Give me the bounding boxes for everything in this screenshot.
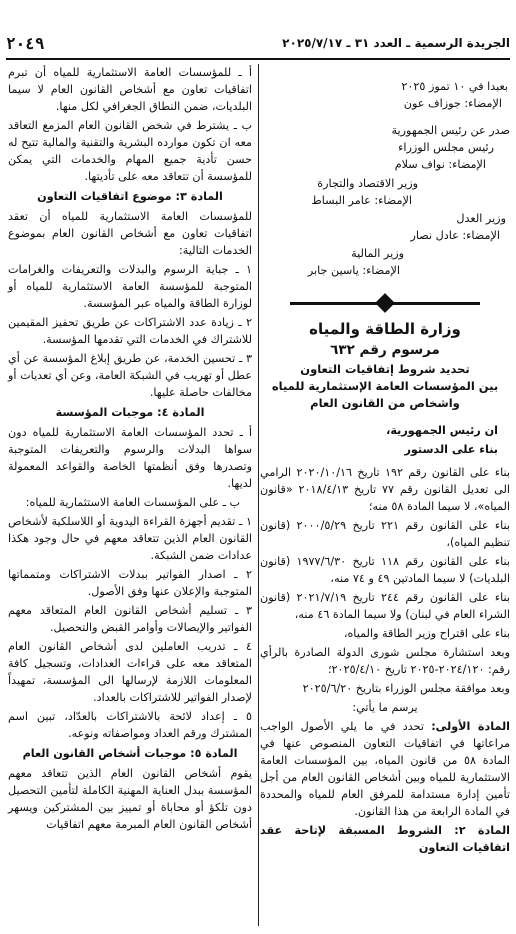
article-1-label: المادة الأولى: (431, 720, 511, 733)
service-2: ٢ ـ زيادة عدد الاشتراكات عن طريق تحفيز المقيمين للاشتراك في الخدمات التي تقدمها المؤسسة. (8, 316, 252, 346)
article-2 (260, 822, 510, 856)
finance-minister-signature: الإمضاء: ياسين جابر (307, 264, 400, 277)
ministry-title: وزارة الطاقة والمياه (309, 320, 461, 338)
finance-minister-title: وزير المالية (351, 247, 404, 260)
article-5-heading: المادة ٥: موجبات أشخاص القانون العام (22, 747, 238, 760)
article-3-heading: المادة ٣: موضوع اتفاقيات التعاون (37, 190, 223, 203)
article-2-a: أ ـ للمؤسسات العامة الاستثمارية للمياه أن تبرم اتفاقيات تعاون مع أشخاص القانون العام لا سيما البلديات، ضمن النطاق الجغرافي لكل منها. (8, 66, 252, 113)
article-4-b-2: ٢ ـ اصدار الفواتير ببدلات الاشتراكات ومتمماتها المتوجبة والإعلان عنها وفق الأصول. (8, 568, 252, 598)
page-header (6, 36, 510, 56)
right-column (260, 64, 510, 858)
recital-5: بناء على اقتراح وزير الطاقة والمياه، (343, 627, 510, 640)
recital-2: بناء على القانون رقم ٢٢١ تاريخ ٢٠٠٠/٥/٢٩ (قانون تنظيم المياه)، (260, 519, 510, 549)
recital-1: بناء على القانون رقم ١٩٢ تاريخ ٢٠٢٠/١٠/١٦ الرامي الى تعديل القانون رقم ٧٧ تاريخ ٢٠١٨/٤/١٣ «قانون المياه»، لا سيما المادة ٥٨ منه؛ (260, 466, 510, 513)
article-1 (260, 718, 510, 820)
decree-number: مرسوم رقم ٦٣٢ (330, 342, 440, 358)
article-4-b-5: ٥ ـ إعداد لائحة بالاشتراكات بالعدّاد، تبين اسم المشترك ورقم العداد ومواصفاته ونوعه. (8, 710, 252, 740)
article-4-b-3: ٣ ـ تسليم أشخاص القانون العام المتعاقد معهم الفواتير والإيصالات وأوامر القبض والتحصيل. (8, 604, 252, 634)
recital-4: بناء على القانون رقم ٢٤٤ تاريخ ٢٠٢١/٧/١٩ (قانون الشراء العام في لبنان) ولا سيما المادة ٤٦ منه، (260, 591, 510, 621)
article-4-b-1: ١ ـ تقديم أجهزة القراءة اليدوية أو اللاسلكية لأشخاص القانون العام الذين تتعاقد معهم في حال وجود هكذا عدادات ضمن الشبكة. (8, 515, 252, 562)
based-on-constitution: بناء على الدستور (404, 443, 498, 456)
left-column (8, 64, 252, 835)
recital-3: بناء على القانون رقم ١١٨ تاريخ ١٩٧٧/٦/٣٠ (قانون البلديات) لا سيما المادتين ٤٩ و ٧٤ منه، (260, 555, 510, 585)
article-4-heading: المادة ٤: موجبات المؤسسة (55, 406, 205, 419)
section-ornament (260, 293, 510, 315)
president-line: ان رئيس الجمهورية، (386, 424, 498, 437)
president-signature: الإمضاء: جوزاف عون (403, 97, 502, 110)
justice-minister-signature: الإمضاء: عادل نصار (410, 229, 500, 242)
recital-6: وبعد استشارة مجلس شورى الدولة الصادرة بالرأي رقم: ٢٠٢٤/١٢٠-٢٠٢٥ تاريخ ٢٠٢٥/٤/١٠؛ (260, 646, 510, 676)
signature-block (260, 64, 510, 289)
article-4-b: ب ـ على المؤسسات العامة الاستثمارية للمياه: (25, 496, 240, 509)
header-rule (6, 58, 510, 60)
article-2-label: المادة ٢: (454, 824, 510, 837)
page-number: ٢٠٤٩ (6, 34, 45, 53)
article-4-b-4: ٤ ـ تدريب العاملين لدى أشخاص القانون العام المتعاقد معه على قراءات العدادات، وتسجيل كافة المعلومات اللازمة لإرسالها الى المؤسسة، تمهيداً لإصدار الفواتير للاشتراكات بالعداد. (8, 640, 252, 704)
article-3-text: للمؤسسات العامة الاستثمارية للمياه أن تعقد اتفاقيات تعاون مع أشخاص القانون العام بموضوع الخدمات التالية: (8, 210, 252, 257)
column-divider (258, 64, 259, 926)
economy-minister-signature: الإمضاء: عامر البساط (311, 194, 412, 207)
justice-minister-title: وزير العدل (456, 212, 506, 225)
decree-subject-3: واشخاص من القانون العام (310, 396, 460, 410)
pm-signature: الإمضاء: نواف سلام (394, 158, 486, 171)
decrees-line: يرسم ما يأتي: (352, 701, 418, 714)
article-5-text: يقوم أشخاص القانون العام الذين تتعاقد معهم المؤسسة ببدل العناية المهنية الكاملة لتأمين التحصيل دون تلكؤ أو محاباة أو تمييز بين المشتركين ويسهر أشخاص القانون العام المبرمة معهم اتفاقيات (8, 767, 252, 831)
decree-subject-1: تحديد شروط إتفاقيات التعاون (300, 362, 470, 376)
article-4-a: أ ـ تحدد المؤسسات العامة الاستثمارية للمياه دون سواها البدلات والرسوم والتعريفات المتوجبة وتصدرها وفق أنظمتها الخاصة والقواعد المعمولة لديها. (8, 426, 252, 490)
economy-minister-title: وزير الاقتصاد والتجارة (317, 177, 418, 190)
place-date: بعبدا في ١٠ تموز ٢٠٢٥ (401, 80, 508, 93)
journal-issue-title: الجريدة الرسمية ـ العدد ٣١ ـ ٢٠٢٥/٧/١٧ (282, 36, 510, 50)
issued-by: صدر عن رئيس الجمهورية (391, 124, 510, 137)
article-2-text: الشروط المسبقة لإتاحة عقد اتفاقيات التعاون (260, 824, 510, 854)
article-1-text: تحدد في ما يلي الأصول الواجب مراعاتها في اتفاقيات التعاون المنصوص عنها في المادة ٥٨ من قانون المياه، بين المؤسسات العامة الاستثمارية للمياه وبين أشخاص القانون العام من أجل تأمين إدارة مستدامة للمرفق العام للمياه والمحددة في المادة الرابعة من هذا القانون. (260, 720, 510, 818)
decree-subject-2: بين المؤسسات العامة الإستثمارية للمياه (271, 379, 499, 393)
recital-7: وبعد موافقة مجلس الوزراء بتاريخ ٢٠٢٥/٦/٢٠ (302, 682, 510, 695)
pm-title: رئيس مجلس الوزراء (398, 141, 494, 154)
service-3: ٣ ـ تحسين الخدمة، عن طريق إبلاغ المؤسسة عن أي عطل أو تهريب في الشبكة العامة، وعن أي تعديات أو مخالفات حاصلة عليها. (8, 352, 252, 399)
service-1: ١ ـ جباية الرسوم والبدلات والتعريفات والغرامات المتوجبة للمؤسسة العامة الاستثمارية للمياه أو لوزارة الطاقة والمياه عبر المؤسسة. (8, 263, 252, 310)
article-2-b: ب ـ يشترط في شخص القانون العام المزمع التعاقد معه ان تكون موارده البشرية والتقنية والمالية تتيح له حسن تأدية جميع المهام والخدمات التي يمكن للمؤسسة أن تتعاقد معه على تأديتها. (8, 119, 252, 183)
